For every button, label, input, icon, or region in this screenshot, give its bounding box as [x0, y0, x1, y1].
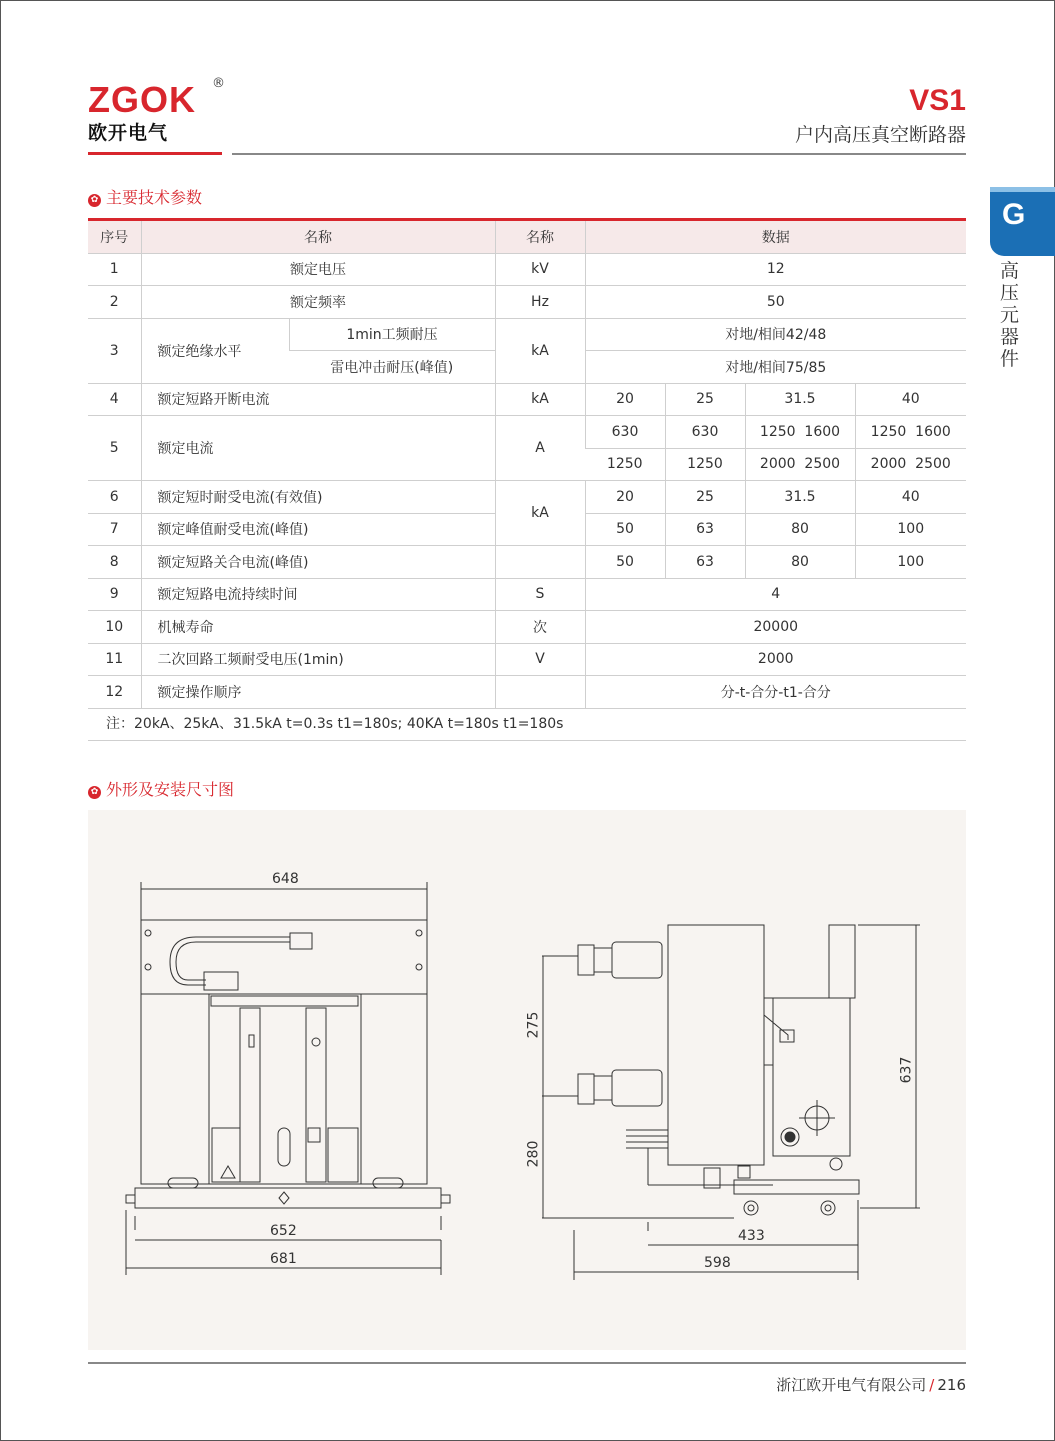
- table-note: 注：20kA、25kA、31.5kA t=0.3s t1=180s; 40KA t=180s t1=180s: [88, 708, 966, 741]
- table-row: 3 额定绝缘水平 1min工频耐压 kA 对地/相间42/48: [88, 318, 966, 351]
- header-divider: [232, 153, 966, 155]
- model-title: VS1: [909, 84, 966, 117]
- gear-bullet-icon: ✿: [88, 194, 101, 207]
- registered-mark: ®: [212, 76, 225, 91]
- dim-front-bottom2: 681: [270, 1251, 297, 1267]
- dim-side-base1: 433: [738, 1228, 765, 1244]
- table-row: 4 额定短路开断电流 kA 20 25 31.5 40: [88, 383, 966, 416]
- dim-side-height: 637: [898, 1056, 915, 1084]
- brand-logo: [88, 76, 225, 145]
- dim-side-base2: 598: [704, 1255, 731, 1271]
- footer-divider: [88, 1362, 966, 1364]
- spec-table: [88, 218, 966, 709]
- dim-front-bottom1: 652: [270, 1223, 297, 1239]
- logo-chinese-name: 欧开电气: [88, 122, 169, 144]
- breaker-outline-drawing: [88, 810, 966, 1350]
- table-row: 12 额定操作顺序 分-t-合分-t1-合分: [88, 676, 966, 709]
- table-row: 10 机械寿命 次 20000: [88, 611, 966, 644]
- footer-company: 浙江欧开电气有限公司: [776, 1376, 927, 1394]
- table-row: 8 额定短路关合电流(峰值) 50 63 80 100: [88, 546, 966, 579]
- gear-bullet-icon: ✿: [88, 786, 101, 799]
- table-row: 9 额定短路电流持续时间 S 4: [88, 578, 966, 611]
- dim-side-upper: 275: [525, 1011, 542, 1039]
- dim-side-lower: 280: [525, 1140, 542, 1168]
- table-row: 7 额定峰值耐受电流(峰值) 50 63 80 100: [88, 513, 966, 546]
- section-title-drawing: ✿ 外形及安装尺寸图: [88, 777, 234, 800]
- table-row: 11 二次回路工频耐受电压(1min) V 2000: [88, 643, 966, 676]
- table-row: 2 额定频率 Hz 50: [88, 286, 966, 319]
- dim-front-top: 648: [272, 871, 299, 887]
- dimension-drawing: [88, 810, 966, 1350]
- table-row: 6 额定短时耐受电流(有效值) kA 20 25 31.5 40: [88, 481, 966, 514]
- chapter-tab: [990, 187, 1055, 256]
- table-row: 雷电冲击耐压(峰值) 对地/相间75/85: [88, 351, 966, 384]
- page-footer: 浙江欧开电气有限公司 / 216: [776, 1376, 966, 1394]
- table-row: 1 额定电压 kV 12: [88, 253, 966, 286]
- logo-wordmark: ZGOK: [88, 79, 196, 120]
- logo-underline: [88, 152, 222, 155]
- table-row: 5 额定电流 A 630 630 1250 1600 1250 1600: [88, 416, 966, 449]
- section-title-params: ✿ 主要技术参数: [88, 185, 202, 208]
- table-row: 1250 1250 2000 2500 2000 2500: [88, 448, 966, 481]
- product-subtitle: 户内高压真空断路器: [794, 124, 966, 146]
- page-number: 216: [937, 1376, 966, 1394]
- table-header: 序号 名称 名称 数据: [88, 220, 966, 254]
- chapter-letter: G: [1002, 198, 1026, 231]
- chapter-category: 高压元器件: [1000, 260, 1020, 370]
